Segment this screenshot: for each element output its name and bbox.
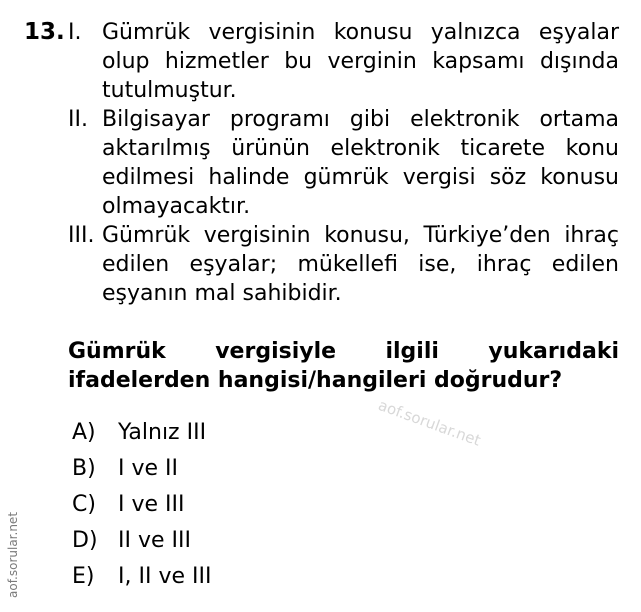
option-letter: B) [72,456,96,481]
option-letter: C) [72,492,96,517]
option-a[interactable] [72,420,206,446]
option-d[interactable] [72,528,191,554]
option-text: I, II ve III [118,564,212,589]
watermark-side: aof.sorular.net [6,511,20,598]
statement-3 [68,221,619,308]
option-b[interactable] [72,456,178,482]
option-text: I ve III [118,492,185,517]
option-text: Yalnız III [118,420,207,445]
watermark-center: aof.sorular.net [375,396,484,450]
option-text: I ve II [118,456,179,481]
statement-roman: III. [68,223,95,248]
statement-text: Gümrük vergisinin konusu yalnızca eşyalar olup hizmetler bu verginin kapsamı dışında tutulmuştur. [102,20,619,103]
statement-roman: II. [68,107,88,132]
option-letter: A) [72,420,96,445]
statement-roman: I. [68,20,82,45]
statement-text: Bilgisayar programı gibi elektronik ortama aktarılmış ürünün elektronik ticarete konu edilmesi halinde gümrük vergisi söz konusu olmayacaktır. [102,107,619,219]
option-letter: E) [72,564,95,589]
statement-2 [68,105,619,221]
statement-1 [68,18,619,105]
statement-text: Gümrük vergisinin konusu, Türkiye’den ihraç edilen eşyalar; mükellefi ise, ihraç edilen eşyanın mal sahibidir. [102,223,619,306]
question-number: 13. [24,19,65,45]
option-text: II ve III [118,528,191,553]
option-letter: D) [72,528,98,553]
option-c[interactable] [72,492,185,518]
question-prompt: Gümrük vergisiyle ilgili yukarıdaki ifadelerden hangisi/hangileri doğrudur? [68,339,619,393]
option-e[interactable] [72,564,211,590]
